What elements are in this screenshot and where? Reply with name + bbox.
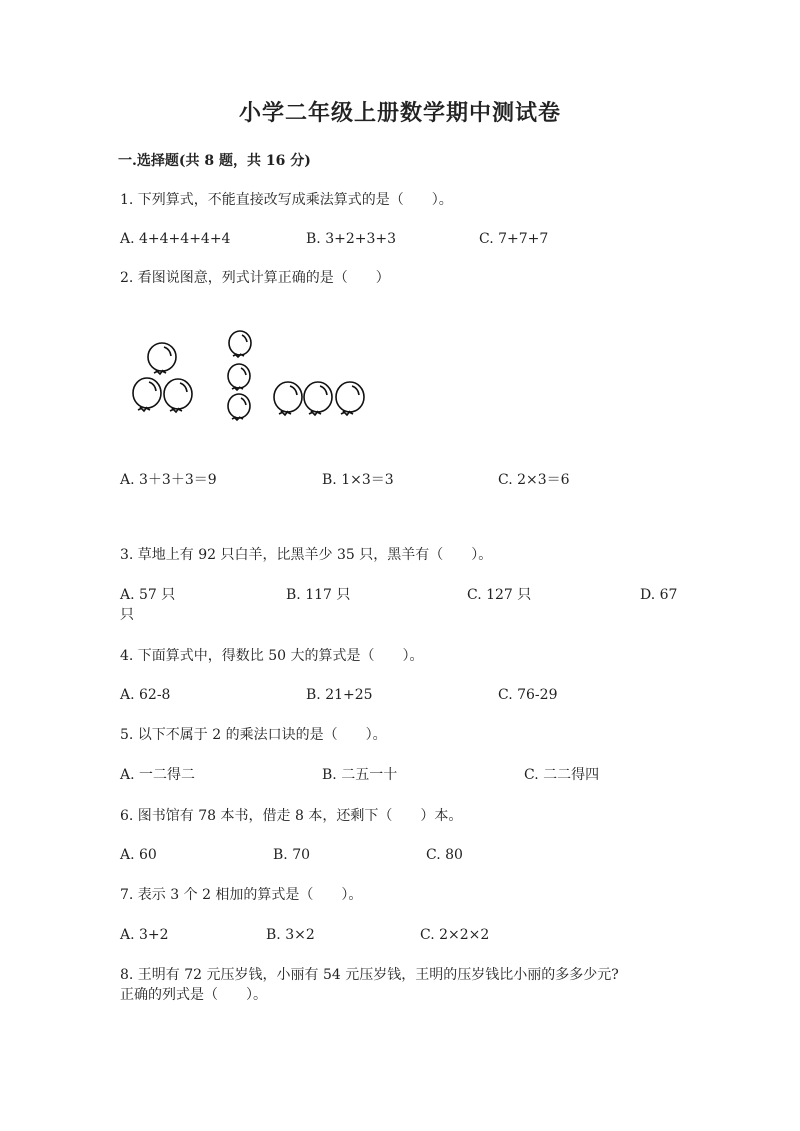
q3-option-a: A. 57 只 (120, 587, 176, 603)
question-1: 1. 下列算式，不能直接改写成乘法算式的是（ ）。 (120, 192, 453, 208)
section-heading: 一.选择题(共 8 题，共 16 分) (118, 153, 311, 169)
q7-option-a: A. 3+2 (120, 927, 169, 943)
q6-option-a: A. 60 (120, 847, 157, 863)
q7-option-b: B. 3×2 (266, 927, 315, 943)
balloon-group-3 (274, 382, 364, 415)
question-4: 4. 下面算式中，得数比 50 大的算式是（ ）。 (120, 648, 424, 664)
q2-option-c: C. 2×3＝6 (498, 472, 570, 488)
q5-option-b: B. 二五一十 (322, 767, 398, 783)
question-2: 2. 看图说图意，列式计算正确的是（ ） (120, 270, 390, 286)
q3-option-b: B. 117 只 (286, 587, 351, 603)
q3-option-d-overflow: 只 (120, 607, 134, 623)
q7-option-c: C. 2×2×2 (420, 927, 490, 943)
q1-option-a: A. 4+4+4+4+4 (120, 231, 231, 247)
question-5: 5. 以下不属于 2 的乘法口诀的是（ ）。 (120, 727, 387, 743)
q5-option-a: A. 一二得二 (120, 767, 196, 783)
q3-option-c: C. 127 只 (467, 587, 532, 603)
balloons-illustration (120, 320, 390, 430)
balloon-group-2 (228, 331, 251, 420)
question-8-line-2: 正确的列式是（ ）。 (120, 987, 267, 1003)
question-8: 8. 王明有 72 元压岁钱，小丽有 54 元压岁钱，王明的压岁钱比小丽的多多少元? (120, 967, 619, 983)
q5-option-c: C. 二二得四 (524, 767, 600, 783)
q4-option-c: C. 76-29 (498, 687, 558, 703)
q4-option-b: B. 21+25 (306, 687, 373, 703)
q1-option-b: B. 3+2+3+3 (306, 231, 397, 247)
q6-option-c: C. 80 (426, 847, 463, 863)
question-6: 6. 图书馆有 78 本书，借走 8 本，还剩下（ ）本。 (120, 808, 463, 824)
q6-option-b: B. 70 (273, 847, 311, 863)
balloons-figure (120, 320, 390, 430)
question-7: 7. 表示 3 个 2 相加的算式是（ ）。 (120, 887, 363, 903)
question-3: 3. 草地上有 92 只白羊，比黑羊少 35 只，黑羊有（ ）。 (120, 547, 493, 563)
page-title: 小学二年级上册数学期中测试卷 (238, 100, 561, 126)
q2-option-a: A. 3＋3＋3＝9 (120, 472, 217, 488)
q2-option-b: B. 1×3＝3 (322, 472, 394, 488)
q1-option-c: C. 7+7+7 (479, 231, 549, 247)
q4-option-a: A. 62-8 (120, 687, 171, 703)
balloon-group-1 (133, 343, 192, 412)
q3-option-d: D. 67 (640, 587, 678, 603)
